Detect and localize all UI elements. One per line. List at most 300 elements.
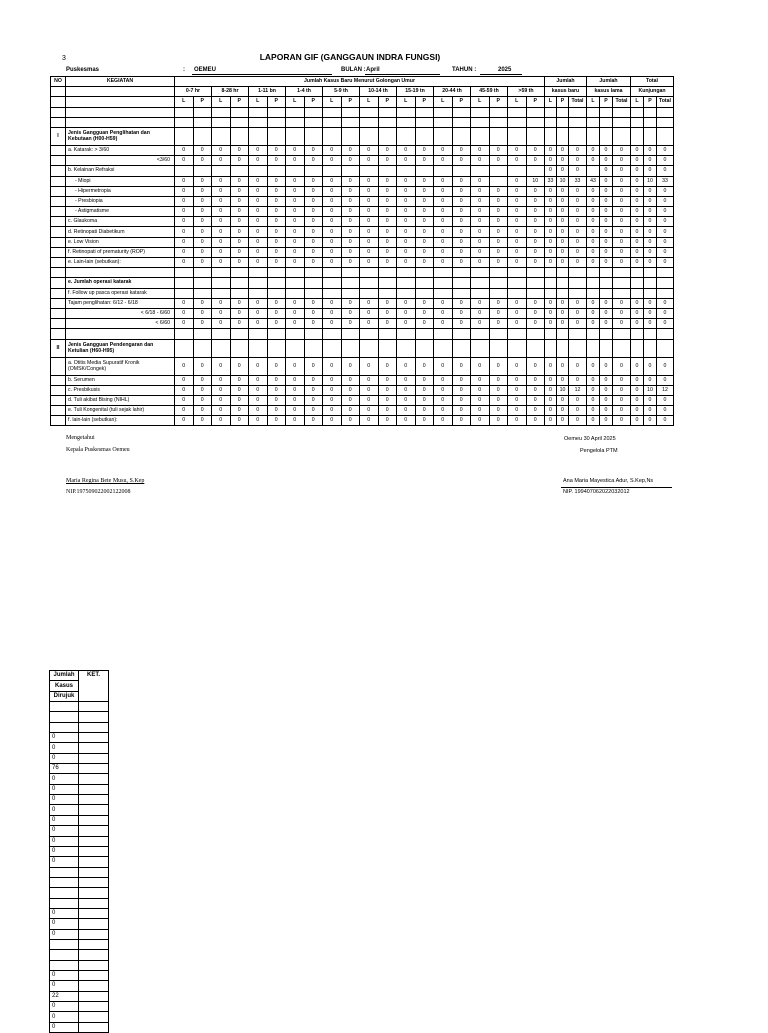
blank-cell <box>557 127 569 145</box>
lp-header-l: L <box>631 97 644 107</box>
value-cell: 0 <box>600 385 613 395</box>
value-cell: 0 <box>613 237 631 247</box>
row-label: < 6/60 <box>66 319 175 329</box>
value-cell <box>212 166 231 176</box>
value-cell: 0 <box>489 395 508 405</box>
value-cell: 0 <box>193 207 212 217</box>
value-cell: 0 <box>557 166 569 176</box>
value-cell: 0 <box>557 196 569 206</box>
value-cell: 0 <box>644 196 657 206</box>
value-cell: 0 <box>644 145 657 155</box>
dirujuk-value: 22 <box>50 991 79 1001</box>
value-cell <box>323 166 342 176</box>
blank-cell <box>267 329 286 339</box>
value-cell: 0 <box>489 217 508 227</box>
col-kunjungan-header: Total <box>631 77 674 87</box>
value-cell <box>286 166 305 176</box>
ket-value <box>79 929 109 939</box>
value-cell: 0 <box>267 227 286 237</box>
value-cell: 0 <box>415 196 434 206</box>
blank-cell <box>341 339 360 357</box>
value-cell: 0 <box>600 258 613 268</box>
value-cell: 0 <box>286 247 305 257</box>
blank-cell <box>286 339 305 357</box>
value-cell: 0 <box>304 395 323 405</box>
value-cell: 10 <box>644 176 657 186</box>
value-cell: 0 <box>587 395 600 405</box>
value-cell: 0 <box>434 176 453 186</box>
dirujuk-value: 0 <box>50 805 79 815</box>
value-cell: 0 <box>304 357 323 375</box>
blank-cell <box>304 339 323 357</box>
blank-cell <box>66 329 175 339</box>
blank-cell <box>51 416 66 426</box>
blank-cell <box>341 127 360 145</box>
value-cell: 0 <box>397 319 416 329</box>
blank-cell <box>286 288 305 298</box>
value-cell: 0 <box>471 319 490 329</box>
value-cell: 0 <box>557 357 569 375</box>
blank-cell <box>489 268 508 278</box>
value-cell: 0 <box>267 308 286 318</box>
blank-cell <box>230 278 249 288</box>
blank-cell <box>489 288 508 298</box>
value-cell: 0 <box>378 176 397 186</box>
value-cell: 0 <box>323 186 342 196</box>
blank-cell <box>175 117 194 127</box>
pengelola-nip: NIP. 199407062022032012 <box>563 489 630 495</box>
value-cell: 0 <box>212 395 231 405</box>
blank-cell <box>569 117 587 127</box>
blank-cell <box>545 288 557 298</box>
value-cell: 0 <box>360 319 379 329</box>
value-cell: 0 <box>267 416 286 426</box>
value-cell: 0 <box>545 416 557 426</box>
blank-cell <box>415 107 434 117</box>
blank-cell <box>471 117 490 127</box>
value-cell: 0 <box>175 375 194 385</box>
kepala-nip: NIP.197509022002122008 <box>66 489 131 495</box>
value-cell: 0 <box>304 186 323 196</box>
value-cell: 0 <box>378 207 397 217</box>
value-cell: 0 <box>193 416 212 426</box>
col-kegiatan-header: KEGIATAN <box>66 77 175 87</box>
value-cell: 0 <box>657 237 674 247</box>
row-label: c. Presbikusis <box>66 385 175 395</box>
blank-cell <box>557 329 569 339</box>
blank-cell <box>587 107 600 117</box>
value-cell: 0 <box>452 416 471 426</box>
blank-cell <box>230 117 249 127</box>
row-label: f. Follow up pasca operasi katarak <box>66 288 175 298</box>
value-cell: 0 <box>397 247 416 257</box>
blank-cell <box>600 107 613 117</box>
blank-cell <box>508 278 527 288</box>
row-label: c. Glaukoma <box>66 217 175 227</box>
value-cell: 0 <box>545 247 557 257</box>
blank-cell <box>526 127 545 145</box>
value-cell: 10 <box>644 385 657 395</box>
lp-header-p: P <box>557 97 569 107</box>
value-cell: 0 <box>587 207 600 217</box>
value-cell: 0 <box>631 217 644 227</box>
value-cell: 0 <box>286 385 305 395</box>
tahun-label: TAHUN : <box>452 67 477 73</box>
blank-cell <box>434 107 453 117</box>
value-cell: 0 <box>644 227 657 237</box>
value-cell: 0 <box>304 375 323 385</box>
value-cell: 0 <box>545 217 557 227</box>
blank-cell <box>526 278 545 288</box>
blank-cell <box>66 117 175 127</box>
value-cell: 0 <box>613 298 631 308</box>
mengetahui-text: Mengetahui <box>66 435 95 441</box>
value-cell: 0 <box>587 308 600 318</box>
blank-cell <box>508 107 527 117</box>
ket-value <box>79 733 109 743</box>
blank-cell <box>341 278 360 288</box>
row-label: - Astigmatisme <box>66 207 175 217</box>
blank-cell <box>415 329 434 339</box>
blank-cell <box>286 127 305 145</box>
row-label: d. Tuli akibat Bising (NIHL) <box>66 395 175 405</box>
value-cell <box>304 166 323 176</box>
value-cell: 0 <box>304 298 323 308</box>
blank-cell <box>267 117 286 127</box>
blank-cell <box>51 207 66 217</box>
value-cell: 0 <box>267 385 286 395</box>
dirujuk-value: 0 <box>50 743 79 753</box>
blank-cell <box>66 268 175 278</box>
value-cell: 0 <box>471 145 490 155</box>
blank-cell <box>471 268 490 278</box>
value-cell: 0 <box>657 196 674 206</box>
age-group-header: 0-7 hr <box>175 87 212 97</box>
value-cell: 0 <box>267 247 286 257</box>
dirujuk-value: 0 <box>50 815 79 825</box>
dirujuk-value: 0 <box>50 1022 79 1032</box>
row-label: e. Low Vision <box>66 237 175 247</box>
value-cell: 0 <box>631 227 644 237</box>
value-cell: 0 <box>193 308 212 318</box>
value-cell: 0 <box>286 156 305 166</box>
value-cell: 0 <box>267 375 286 385</box>
blank-cell <box>397 288 416 298</box>
ket-value <box>79 702 109 712</box>
value-cell: 0 <box>212 196 231 206</box>
blank-cell <box>644 268 657 278</box>
value-cell: 0 <box>471 186 490 196</box>
value-cell: 0 <box>193 156 212 166</box>
blank-cell <box>452 127 471 145</box>
value-cell: 0 <box>613 416 631 426</box>
col-age-group-header: Jumlah Kasus Baru Menurut Golongan Umur <box>175 77 545 87</box>
value-cell: 0 <box>415 385 434 395</box>
blank-cell <box>471 278 490 288</box>
age-group-header: 45-59 th <box>471 87 508 97</box>
value-cell: 0 <box>471 385 490 395</box>
value-cell: 0 <box>230 156 249 166</box>
value-cell: 0 <box>434 375 453 385</box>
col-kasus-baru-header: Jumlah <box>545 77 587 87</box>
value-cell: 0 <box>569 237 587 247</box>
value-cell: 0 <box>397 395 416 405</box>
value-cell: 0 <box>286 196 305 206</box>
value-cell: 0 <box>508 375 527 385</box>
ket-value <box>79 970 109 980</box>
blank-cell <box>397 127 416 145</box>
value-cell: 0 <box>508 298 527 308</box>
lp-header-l: L <box>587 97 600 107</box>
lp-header-l: L <box>286 97 305 107</box>
blank-cell <box>360 278 379 288</box>
value-cell: 0 <box>434 217 453 227</box>
value-cell: 0 <box>526 207 545 217</box>
value-cell: 0 <box>397 176 416 186</box>
page-number: 3 <box>62 55 66 62</box>
blank-cell <box>397 339 416 357</box>
lp-header-l: L <box>212 97 231 107</box>
value-cell: 0 <box>471 258 490 268</box>
value-cell: 0 <box>600 357 613 375</box>
tahun-value: 2025 <box>498 67 512 73</box>
value-cell: 0 <box>600 217 613 227</box>
value-cell: 0 <box>526 156 545 166</box>
value-cell: 0 <box>360 385 379 395</box>
value-cell: 0 <box>489 308 508 318</box>
row-label: Tajam penglihatan: 6/12 - 6/18 <box>66 298 175 308</box>
value-cell: 0 <box>489 385 508 395</box>
blank-cell <box>452 278 471 288</box>
value-cell: 0 <box>341 217 360 227</box>
lp-header-p: P <box>378 97 397 107</box>
ket-value <box>79 784 109 794</box>
blank-cell <box>230 107 249 117</box>
dirujuk-header: Dirujuk <box>50 691 79 701</box>
blank-cell <box>545 268 557 278</box>
blank-cell <box>51 278 66 288</box>
value-cell: 0 <box>526 395 545 405</box>
value-cell: 0 <box>378 217 397 227</box>
bulan-underline <box>365 74 440 75</box>
ket-value <box>79 846 109 856</box>
value-cell: 0 <box>644 298 657 308</box>
value-cell: 0 <box>471 375 490 385</box>
blank-cell <box>286 107 305 117</box>
value-cell: 0 <box>341 156 360 166</box>
value-cell: 0 <box>557 406 569 416</box>
value-cell: 0 <box>323 247 342 257</box>
blank-cell <box>323 288 342 298</box>
value-cell: 0 <box>657 357 674 375</box>
value-cell: 0 <box>175 237 194 247</box>
value-cell: 0 <box>193 186 212 196</box>
dirujuk-value: 0 <box>50 774 79 784</box>
value-cell: 0 <box>193 176 212 186</box>
blank-cell <box>644 339 657 357</box>
value-cell: 0 <box>526 237 545 247</box>
value-cell: 0 <box>304 217 323 227</box>
value-cell: 0 <box>360 258 379 268</box>
value-cell: 0 <box>323 237 342 247</box>
ket-value <box>79 857 109 867</box>
blank-cell <box>508 339 527 357</box>
value-cell: 0 <box>175 308 194 318</box>
ket-value <box>79 826 109 836</box>
value-cell: 0 <box>631 166 644 176</box>
blank-cell <box>397 278 416 288</box>
value-cell: 0 <box>489 416 508 426</box>
value-cell: 0 <box>212 145 231 155</box>
blank-cell <box>212 107 231 117</box>
blank-cell <box>434 339 453 357</box>
blank-cell <box>323 329 342 339</box>
value-cell <box>230 166 249 176</box>
blank-cell <box>657 268 674 278</box>
value-cell: 0 <box>434 186 453 196</box>
kepala-title: Kepala Puskesmas Oemeu <box>66 447 130 453</box>
value-cell: 0 <box>212 298 231 308</box>
blank-cell <box>51 268 66 278</box>
value-cell: 0 <box>471 196 490 206</box>
section-number: I <box>51 127 66 145</box>
value-cell: 0 <box>526 227 545 237</box>
value-cell: 0 <box>508 176 527 186</box>
blank-cell <box>508 288 527 298</box>
blank-cell <box>631 339 644 357</box>
value-cell: 0 <box>545 156 557 166</box>
value-cell: 0 <box>212 227 231 237</box>
value-cell: 0 <box>471 357 490 375</box>
row-label: e. Lain-lain (sebutkan): <box>66 258 175 268</box>
value-cell: 0 <box>434 298 453 308</box>
value-cell: 0 <box>212 186 231 196</box>
blank-cell <box>434 268 453 278</box>
blank-cell <box>397 268 416 278</box>
blank-cell <box>212 268 231 278</box>
value-cell: 0 <box>341 196 360 206</box>
value-cell: 0 <box>230 207 249 217</box>
value-cell: 0 <box>569 207 587 217</box>
value-cell: 0 <box>631 298 644 308</box>
value-cell <box>489 166 508 176</box>
value-cell: 0 <box>397 237 416 247</box>
blank-cell <box>452 339 471 357</box>
value-cell: 0 <box>286 227 305 237</box>
value-cell: 0 <box>644 207 657 217</box>
blank-cell <box>452 329 471 339</box>
value-cell: 0 <box>657 308 674 318</box>
value-cell: 0 <box>304 227 323 237</box>
blank-cell <box>304 288 323 298</box>
value-cell: 0 <box>360 207 379 217</box>
blank-cell <box>569 278 587 288</box>
value-cell: 0 <box>600 186 613 196</box>
value-cell: 0 <box>434 395 453 405</box>
row-label: - Hipermetropia <box>66 186 175 196</box>
blank-cell <box>378 268 397 278</box>
blank-cell <box>323 127 342 145</box>
value-cell: 0 <box>631 258 644 268</box>
value-cell: 0 <box>193 375 212 385</box>
value-cell: 0 <box>193 319 212 329</box>
blank-cell <box>452 268 471 278</box>
pengelola-title: Pengelola PTM <box>580 448 618 454</box>
value-cell: 0 <box>434 145 453 155</box>
value-cell: 0 <box>230 186 249 196</box>
total-header: Total <box>657 97 674 107</box>
value-cell: 0 <box>613 247 631 257</box>
blank-cell <box>587 278 600 288</box>
value-cell: 0 <box>569 166 587 176</box>
value-cell: 0 <box>397 308 416 318</box>
value-cell: 0 <box>557 375 569 385</box>
value-cell: 0 <box>587 375 600 385</box>
value-cell: 0 <box>631 186 644 196</box>
blank-cell <box>415 339 434 357</box>
value-cell: 0 <box>267 319 286 329</box>
blank-cell <box>66 107 175 117</box>
ket-value <box>79 795 109 805</box>
value-cell: 0 <box>657 247 674 257</box>
blank-cell <box>569 268 587 278</box>
value-cell: 0 <box>657 319 674 329</box>
value-cell: 0 <box>526 145 545 155</box>
value-cell: 0 <box>631 207 644 217</box>
value-cell: 0 <box>415 145 434 155</box>
value-cell: 0 <box>569 298 587 308</box>
blank-cell <box>657 107 674 117</box>
value-cell: 0 <box>323 258 342 268</box>
value-cell: 0 <box>471 237 490 247</box>
value-cell: 0 <box>378 298 397 308</box>
value-cell: 0 <box>508 207 527 217</box>
value-cell: 0 <box>286 186 305 196</box>
blank-cell <box>415 278 434 288</box>
value-cell: 0 <box>341 308 360 318</box>
value-cell: 0 <box>341 258 360 268</box>
blank-cell <box>360 339 379 357</box>
value-cell: 0 <box>545 308 557 318</box>
value-cell: 0 <box>267 357 286 375</box>
value-cell: 0 <box>644 247 657 257</box>
blank-cell <box>51 156 66 166</box>
value-cell: 0 <box>175 319 194 329</box>
blank-cell <box>51 237 66 247</box>
value-cell: 0 <box>323 298 342 308</box>
value-cell: 0 <box>657 375 674 385</box>
value-cell: 0 <box>434 416 453 426</box>
value-cell: 0 <box>526 258 545 268</box>
value-cell: 0 <box>587 357 600 375</box>
value-cell: 0 <box>415 395 434 405</box>
value-cell: 0 <box>489 357 508 375</box>
value-cell <box>249 166 268 176</box>
blank-cell <box>341 268 360 278</box>
value-cell: 0 <box>489 319 508 329</box>
value-cell: 0 <box>249 395 268 405</box>
value-cell: 0 <box>175 395 194 405</box>
value-cell: 0 <box>489 196 508 206</box>
value-cell: 0 <box>545 186 557 196</box>
dirujuk-value: 0 <box>50 1012 79 1022</box>
value-cell: 0 <box>415 186 434 196</box>
blank-cell <box>323 107 342 117</box>
ket-value <box>79 919 109 929</box>
value-cell: 0 <box>452 196 471 206</box>
value-cell: 0 <box>304 319 323 329</box>
value-cell: 0 <box>415 298 434 308</box>
